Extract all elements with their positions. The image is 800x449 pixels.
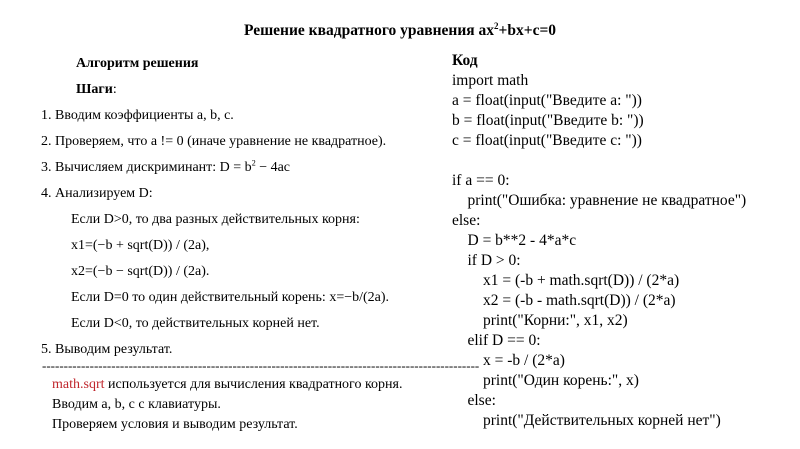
code-line: if D > 0: [452,252,521,269]
slide-title [0,22,800,40]
code-line: else: [452,392,496,409]
separator-line: ----------------------------------------------------------------------------------------------------- [42,358,480,373]
formula-x2: x2=(−b − sqrt(D)) / (2a). [71,264,210,279]
step-1: 1. Вводим коэффициенты a, b, c. [41,108,234,123]
code-line: print("Действительных корней нет") [452,412,721,429]
slide-title-prefix: Решение квадратного уравнения ax [243,22,495,39]
code-line: print("Ошибка: уравнение не квадратное") [452,192,747,209]
code-line: else: [452,212,481,229]
step-4: 4. Анализируем D: [41,186,153,201]
code-line: if a == 0: [452,172,510,189]
code-line: b = float(input("Введите b: ")) [452,112,644,129]
steps-heading-label: Шаги [76,82,113,97]
code-heading: Код [452,52,478,69]
step-3-exponent: 2 [251,158,256,168]
case-negative: Если D<0, то действительных корней нет. [71,316,320,331]
code-line: elif D == 0: [452,332,541,349]
step-3 [41,160,290,176]
case-positive: Если D>0, то два разных действительных корня: [71,212,360,227]
note-line-1 [52,377,402,393]
note-highlight: math.sqrt [52,377,105,392]
code-line: a = float(input("Введите a: ")) [452,92,642,109]
slide-title-suffix: +bx+c=0 [498,22,557,39]
step-5: 5. Выводим результат. [41,342,173,357]
steps-heading-colon: : [112,82,117,97]
code-line: c = float(input("Введите c: ")) [452,132,642,149]
step-3-suffix: − 4ac [255,160,291,175]
note-line-2: Вводим a, b, c с клавиатуры. [52,397,221,412]
note-line-1-rest: используется для вычисления квадратного корня. [104,377,403,392]
note-line-3: Проверяем условия и выводим результат. [52,417,298,432]
formula-x1: x1=(−b + sqrt(D)) / (2a), [71,238,210,253]
steps-heading [76,82,117,98]
code-line: x1 = (-b + math.sqrt(D)) / (2*a) [452,272,680,289]
case-zero: Если D=0 то один действительный корень: x=−b/(2a). [71,290,390,305]
algorithm-heading: Алгоритм решения [76,56,199,71]
code-line: x = -b / (2*a) [452,352,565,369]
code-line: print("Один корень:", x) [452,372,639,389]
code-line: x2 = (-b - math.sqrt(D)) / (2*a) [452,292,676,309]
slide-title-exponent: 2 [494,20,499,31]
code-line: import math [452,72,529,89]
step-2: 2. Проверяем, что a != 0 (иначе уравнение не квадратное). [41,134,387,149]
code-line: D = b**2 - 4*a*c [452,232,577,249]
code-line: print("Корни:", x1, x2) [452,312,628,329]
step-3-prefix: 3. Вычисляем дискриминант: D = b [41,160,252,175]
